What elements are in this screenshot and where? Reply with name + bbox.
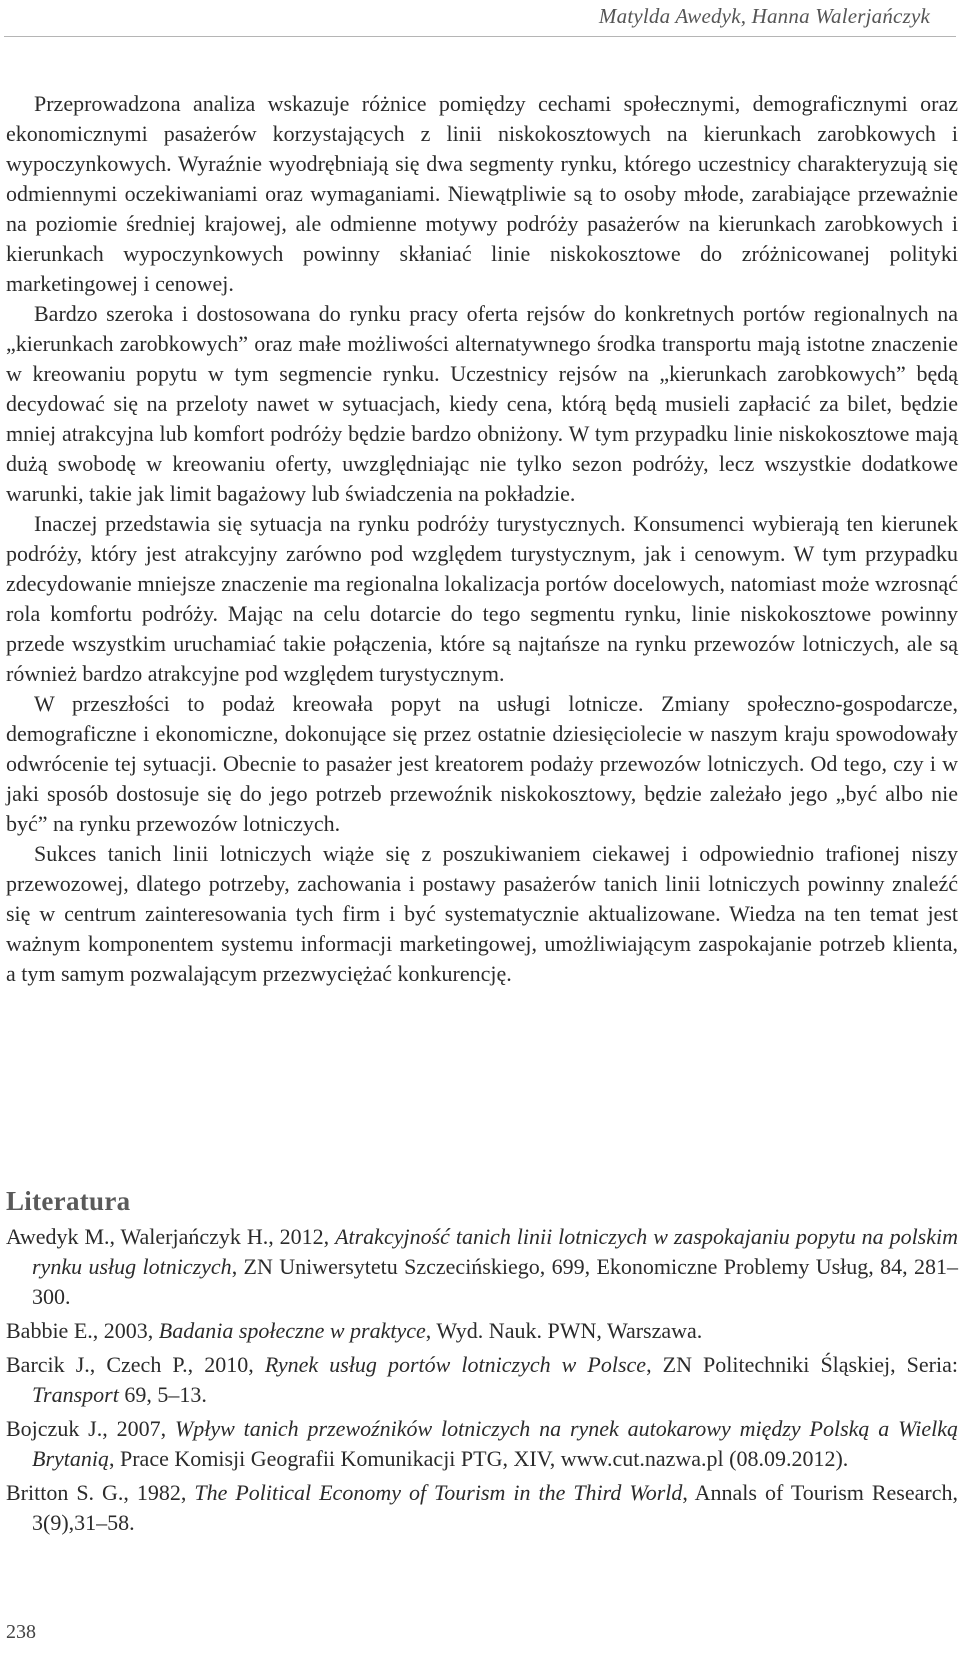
body-text bbox=[6, 89, 958, 989]
reference-title: Atrakcyjność tanich linii lotniczych w zaspokajaniu popytu na polskim rynku usług lotniczych bbox=[32, 1224, 959, 1279]
reference-authors: Britton S. G., 1982, bbox=[6, 1480, 195, 1505]
reference-title: Wpływ tanich przewoźników lotniczych na rynek autokarowy między Polską a Wielką Brytanią bbox=[32, 1416, 958, 1471]
paragraph: Przeprowadzona analiza wskazuje różnice pomiędzy cechami społecznymi, demograficznymi oraz ekonomicznymi pasażerów korzystających z linii niskokosztowych na kierunkach zarobkowych i wypoczynkowych. Wyraźnie wyodrębniają się dwa segmenty rynku, którego uczestnicy charakteryzują się odmiennymi oczekiwaniami oraz wymaganiami. Niewątpliwie są to osoby młode, zarabiające przeważnie na poziomie średniej krajowej, ale odmienne motywy podróży pasażerów na kierunkach zarobkowych i kierunkach wypoczynkowych powinny skłaniać linie niskokosztowe do zróżnicowanej polityki marketingowej i cenowej. bbox=[6, 91, 958, 296]
reference-details: , Wyd. Nauk. PWN, Warszawa. bbox=[425, 1318, 703, 1343]
reference-details: , Annals of Tourism Research, 3(9),31–58. bbox=[32, 1480, 958, 1535]
reference-authors: Barcik J., Czech P., 2010, bbox=[6, 1352, 265, 1377]
reference-details: , ZN Uniwersytetu Szczecińskiego, 699, Ekonomiczne Problemy Usług, 84, 281–300. bbox=[32, 1254, 958, 1309]
reference-title: Badania społeczne w praktyce bbox=[158, 1318, 426, 1343]
reference-series-title: Transport bbox=[32, 1382, 119, 1407]
paragraph: Bardzo szeroka i dostosowana do rynku pracy oferta rejsów do konkretnych portów regionalnych na „kierunkach zarobkowych” oraz małe możliwości alternatywnego środka transportu mają istotne znaczenie w kreowaniu popytu w tym segmencie rynku. Uczestnicy rejsów na „kierunkach zarobkowych” będą decydować się na przeloty nawet w sytuacjach, kiedy cena, którą będą musieli zapłacić za bilet, będzie mniej atrakcyjna lub komfort podróży będzie bardzo obniżony. W tym przypadku linie niskokosztowe mają dużą swobodę w kreowaniu oferty, uwzględniając nie tylko sezon podróży, lecz wszystkie dodatkowe warunki, takie jak limit bagażowy lub świadczenia na pokładzie. bbox=[6, 301, 958, 506]
reference-details: 69, 5–13. bbox=[118, 1382, 207, 1407]
reference-details: , ZN Politechniki Śląskiej, Seria: bbox=[646, 1352, 958, 1377]
running-header: Matylda Awedyk, Hanna Walerjańczyk bbox=[598, 4, 930, 28]
reference-authors: Babbie E., 2003, bbox=[6, 1318, 159, 1343]
reference-item bbox=[6, 1350, 958, 1410]
reference-item bbox=[6, 1478, 958, 1538]
reference-item bbox=[6, 1316, 958, 1346]
reference-list bbox=[6, 1222, 958, 1542]
page-number: 238 bbox=[6, 1621, 36, 1643]
literature-heading: Literatura bbox=[6, 1186, 131, 1216]
paragraph: Inaczej przedstawia się sytuacja na rynku podróży turystycznych. Konsumenci wybierają ten kierunek podróży, który jest atrakcyjny zarówno pod względem turystycznym, jak i cenowym. W tym przypadku zdecydowanie mniejsze znaczenie ma regionalna lokalizacja portów docelowych, natomiast może wzrosnąć rola komfortu podróży. Mając na celu dotarcie do tego segmentu rynku, linie niskokosztowe powinny przede wszystkim uruchamiać takie połączenia, które są najtańsze na rynku przewozów lotniczych, ale są również bardzo atrakcyjne pod względem turystycznym. bbox=[6, 511, 958, 686]
reference-item bbox=[6, 1222, 958, 1312]
reference-title: The Political Economy of Tourism in the Third World bbox=[194, 1480, 683, 1505]
header-divider bbox=[4, 36, 956, 37]
reference-details: , Prace Komisji Geografii Komunikacji PTG, XIV, www.cut.nazwa.pl (08.09.2012). bbox=[109, 1446, 849, 1471]
paragraph: W przeszłości to podaż kreowała popyt na usługi lotnicze. Zmiany społeczno-gospodarcze, demograficzne i ekonomiczne, dokonujące się przez ostatnie dziesięciolecie w naszym kraju spowodowały odwrócenie tej sytuacji. Obecnie to pasażer jest kreatorem podaży przewozów lotniczych. Od tego, czy i w jaki sposób dostosuje się do jego potrzeb przewoźnik niskokosztowy, będzie zależało jego „być albo nie być” na rynku przewozów lotniczych. bbox=[6, 691, 958, 836]
paragraph: Sukces tanich linii lotniczych wiąże się z poszukiwaniem ciekawej i odpowiednio trafionej niszy przewozowej, dlatego potrzeby, zachowania i postawy pasażerów tanich linii lotniczych powinny znaleźć się w centrum zainteresowania tych firm i być systematycznie aktualizowane. Wiedza na ten temat jest ważnym komponentem systemu informacji marketingowej, umożliwiającym zaspokajanie potrzeb klienta, a tym samym pozwalającym przezwyciężać konkurencję. bbox=[6, 841, 958, 986]
reference-item bbox=[6, 1414, 958, 1474]
reference-authors: Awedyk M., Walerjańczyk H., 2012, bbox=[6, 1224, 336, 1249]
reference-title: Rynek usług portów lotniczych w Polsce bbox=[264, 1352, 647, 1377]
reference-authors: Bojczuk J., 2007, bbox=[6, 1416, 175, 1441]
